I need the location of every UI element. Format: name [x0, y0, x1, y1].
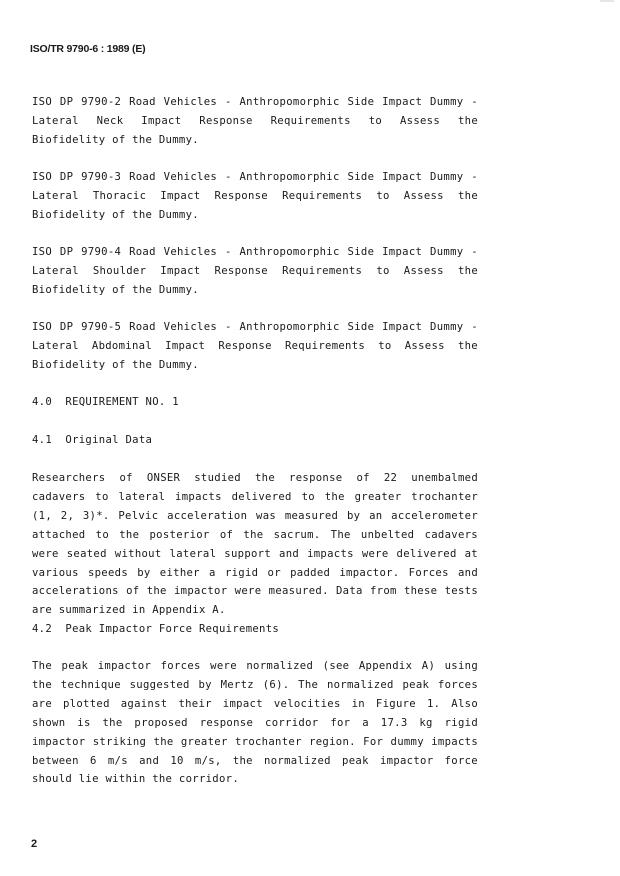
reference-9790-4	[32, 243, 478, 300]
paragraph-text: Researchers of ONSER studied the response of 22 unembalmed cadavers to lateral impacts delivered to the greater trochanter (1, 2, 3)*. Pelvic acceleration was measured by an accelerometer attached to the posterior of the sacrum. The unbelted cadavers were seated without lateral support and impacts were delivered at various speeds by either a rigid or padded impactor. Forces and accelerations of the impactor were measured. Data from these tests are summarized in Appendix A.	[32, 472, 478, 617]
paragraph-original-data	[32, 469, 478, 620]
reference-text: ISO DP 9790-2 Road Vehicles - Anthropomorphic Side Impact Dummy - Lateral Neck Impact Response Requirements to Assess the Biofidelity of the Dummy.	[32, 96, 478, 146]
paragraph-text: The peak impactor forces were normalized (see Appendix A) using the technique suggested by Mertz (6). The normalized peak forces are plotted against their impact velocities in Figure 1. Also shown is the proposed response corridor for a 17.3 kg rigid impactor striking the greater trochanter region. For dummy impacts between 6 m/s and 10 m/s, the normalized peak impactor force should lie within the corridor.	[32, 660, 478, 786]
scan-edge-mark	[600, 0, 614, 2]
reference-9790-2	[32, 93, 478, 150]
section-heading-4-1	[32, 431, 478, 450]
section-heading-4-2	[32, 620, 478, 639]
heading-text: 4.1 Original Data	[32, 434, 153, 446]
section-heading-4-0	[32, 393, 478, 412]
reference-9790-3	[32, 168, 478, 225]
reference-9790-5	[32, 318, 478, 375]
reference-text: ISO DP 9790-4 Road Vehicles - Anthropomorphic Side Impact Dummy - Lateral Shoulder Impact Response Requirements to Assess the Biofidelity of the Dummy.	[32, 246, 478, 296]
reference-text: ISO DP 9790-5 Road Vehicles - Anthropomorphic Side Impact Dummy - Lateral Abdominal Impact Response Requirements to Assess the Biofidelity of the Dummy.	[32, 321, 478, 371]
heading-text: 4.2 Peak Impactor Force Requirements	[32, 623, 280, 635]
document-header: ISO/TR 9790-6 : 1989 (E)	[30, 43, 146, 55]
heading-text: 4.0 REQUIREMENT NO. 1	[32, 396, 179, 408]
paragraph-peak-force	[32, 657, 478, 789]
reference-text: ISO DP 9790-3 Road Vehicles - Anthropomorphic Side Impact Dummy - Lateral Thoracic Impact Response Requirements to Assess the Biofidelity of the Dummy.	[32, 171, 478, 221]
page-number: 2	[31, 838, 38, 850]
